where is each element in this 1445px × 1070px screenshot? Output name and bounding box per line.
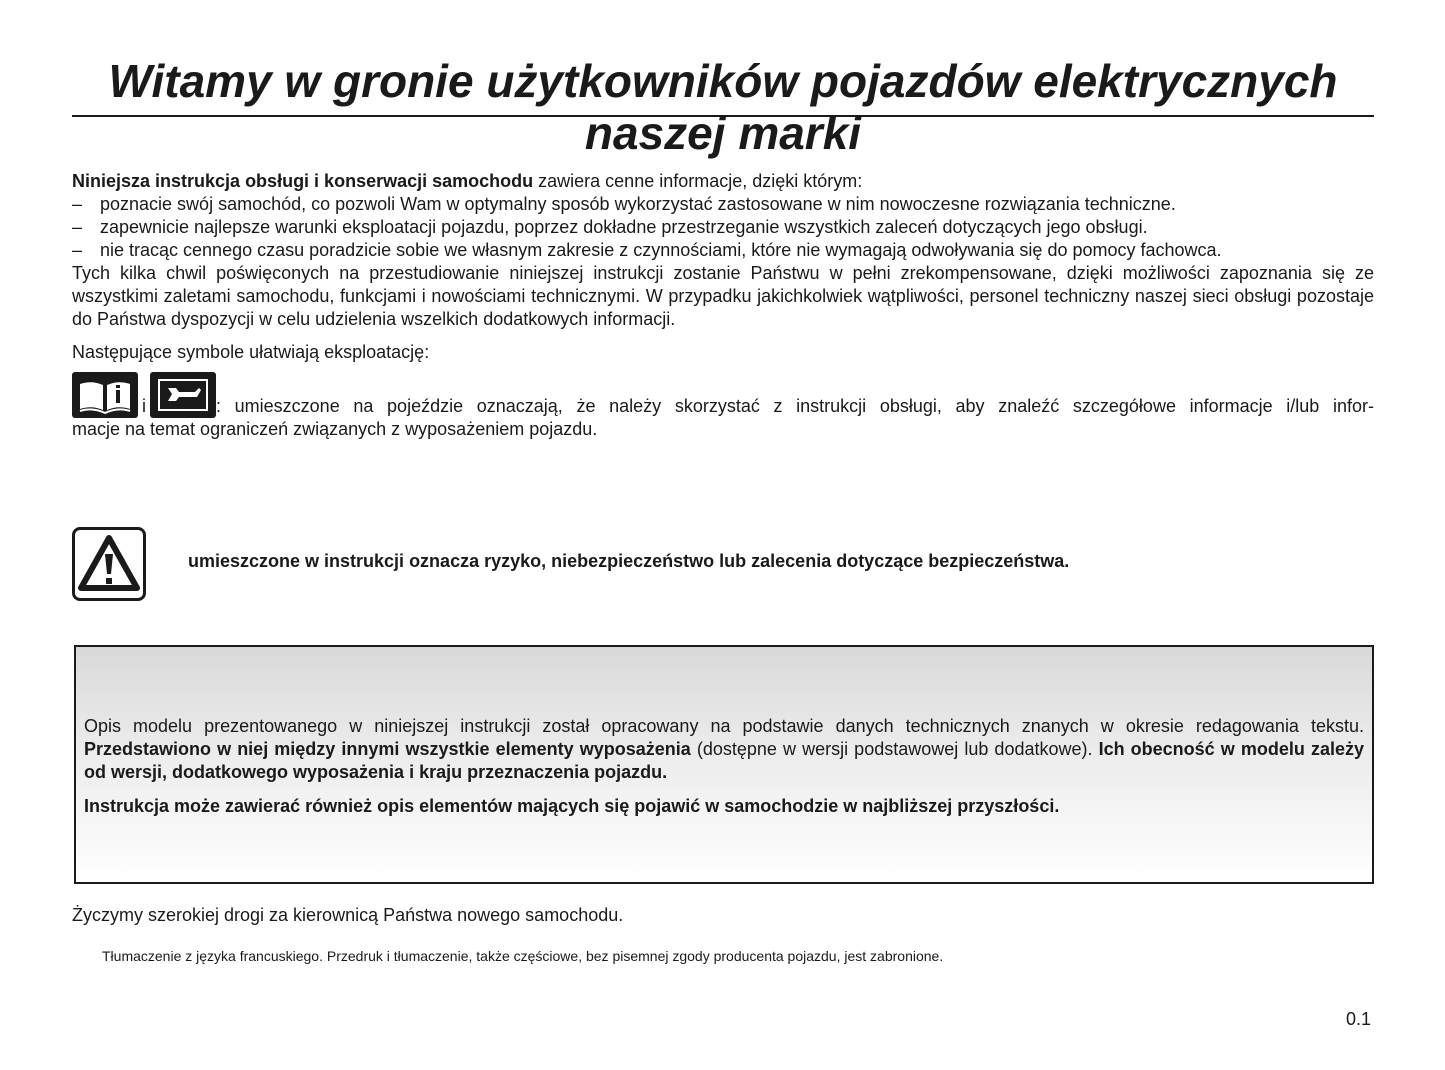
symbols-label: Następujące symbole ułatwiają eksploatację:: [72, 342, 430, 362]
page-title-line-1: Witamy w gronie użytkowników pojazdów elektrycznych: [108, 55, 1338, 107]
bullet-dash: –: [72, 194, 83, 214]
wish-text: Życzymy szerokiej drogi za kierownicą Państwa nowego samochodu.: [72, 905, 624, 925]
bullet-item: [72, 216, 1374, 239]
info-box-content: [84, 715, 1364, 829]
symbols-connector: i: [142, 396, 146, 416]
footnote: Tłumaczenie z języka francuskiego. Przedruk i tłumaczenie, także częściowe, bez pisemnej zgody producenta pojazdu, jest zabronione.: [102, 948, 944, 964]
info-box: [74, 645, 1374, 884]
bullet-text: nie tracąc cennego czasu poradzicie sobie we własnym zakresie z czynnościami, które nie wymagają odwoływania się do pomocy fachowca.: [100, 240, 1222, 260]
symbols-section: [72, 372, 1374, 441]
symbols-line: [72, 372, 1374, 418]
info-text-c: (dostępne w wersji podstawowej lub dodatkowe).: [690, 739, 1099, 759]
symbols-text-line-2: macje na temat ograniczeń związanych z wyposażeniem pojazdu.: [72, 419, 598, 439]
intro-closing: Tych kilka chwil poświęconych na przestudiowanie niniejszej instrukcji zostanie Państwu w pełni zrekompensowane, dzięki możliwości zapoznania się ze wszystkimi zaletami samochodu, funkcjami i nowościami technicznymi. W przypadku jakichkolwiek wątpliwości, personel techniczny naszej sieci obsługi pozostaje do Państwa dyspozycji w celu udzielenia wszelkich dodatkowych informacji.: [72, 263, 1374, 329]
info-bold-p2: Instrukcja może zawierać również opis elementów mających się pojawić w samochodzie w najbliższej przyszłości.: [84, 796, 1060, 816]
bullet-text: poznacie swój samochód, co pozwoli Wam w optymalny sposób wykorzystać zastosowane w nim nowoczesne rozwiązania techniczne.: [100, 194, 1176, 214]
page-number: 0.1: [1345, 1009, 1371, 1029]
info-text-a: Opis modelu prezentowanego w niniejszej instrukcji został opracowany na podstawie danych technicznych znanych w okresie redagowania tekstu.: [84, 716, 1364, 736]
bullet-item: [72, 193, 1374, 216]
warning-triangle-icon: [72, 527, 146, 601]
intro-section: [72, 170, 1374, 331]
manual-book-icon: [72, 372, 138, 418]
bullet-dash: –: [72, 217, 83, 237]
bullet-dash: –: [72, 240, 83, 260]
bullet-text: zapewnicie najlepsze warunki eksploatacji pojazdu, poprzez dokładne przestrzeganie wszystkich zaleceń dotyczących jego obsługi.: [100, 217, 1148, 237]
warning-text: umieszczone w instrukcji oznacza ryzyko, niebezpieczeństwo lub zalecenia dotyczące bezpieczeństwa.: [188, 551, 1070, 571]
wrench-icon: [150, 372, 216, 418]
info-bold-d: Ich obecność w modelu zależy od wersji, dodatkowego wyposażenia i kraju przeznaczenia pojazdu.: [84, 739, 1364, 782]
intro-lead-rest: zawiera cenne informacje, dzięki którym:: [533, 171, 863, 191]
info-paragraph-2: [84, 795, 1364, 818]
intro-bold-lead: Niniejsza instrukcja obsługi i konserwacji samochodu: [72, 171, 534, 191]
symbols-text-line-1: : umieszczone na pojeździe oznaczają, że należy skorzystać z instrukcji obsługi, aby znaleźć szczegółowe informacje i/lub infor-: [216, 396, 1374, 416]
bullet-item: [72, 239, 1374, 262]
page-title-line-2: naszej marki: [584, 107, 862, 159]
info-bold-b: Przedstawiono w niej między innymi wszystkie elementy wyposażenia: [84, 739, 691, 759]
info-paragraph-1: [84, 715, 1364, 784]
intro-lead: [72, 170, 1374, 193]
